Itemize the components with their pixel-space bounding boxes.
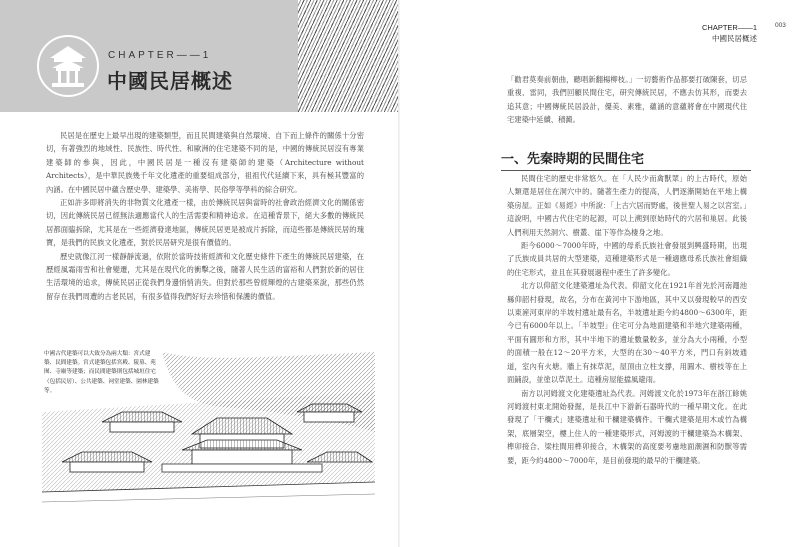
running-title: 中國民居概述 bbox=[712, 34, 757, 43]
section-body bbox=[507, 172, 747, 467]
figure-caption: 中國古代建築可以大致分為兩大類：宮式建築、民間建築。宮式建築包括宮殿、陵墓、苑囿、寺廟等建築；而民間建築則包括城垣住宅（包括民居）、公共建築、祠堂建築、園林建築等。 bbox=[44, 351, 159, 394]
paragraph: 正如許多即將消失的非物質文化遺產一樣，由於傳統民居與當時的社會政治經濟文化的關係密切，因此傳統民居已經無法適應當代人的生活需要和精神追求。在這種背景下，絕大多數的傳統民居都面臨拆除，尤其是在一些經濟發達地區，傳統民居更是被成片拆除，而這些都是傳統民居的瑰寶，是我們的民族文化遺產，對於民居研究是很有價值的。 bbox=[46, 198, 364, 248]
page-number: 003 bbox=[775, 22, 786, 29]
running-chapter: CHAPTER——1 bbox=[701, 23, 757, 32]
paragraph: 民居是在歷史上最早出現的建築類型，而且民間建築與自然環境、自下而上條件的關係十分密切，有著強烈的地域性、民族性、時代性、和歐洲的住宅建築不同的是，中國的傳統民居沒有專業建築師的參與，因此，中國民居是一種沒有建築師的建築（Architecture without Architects），是中華民族幾千年文化遺產的重要組成部分，祖祖代代延續下來，具有極其豐富的內涵。在中國民居中蘊含歷史學、建築學、美術學、民俗學等學科的綜合研究。 bbox=[46, 131, 364, 194]
paragraph: 歷史就像江河一樣靜靜流過，依附於當時技術經濟和文化歷史條件下產生的傳統民居建築，在歷經風霜雨雪和社會變遷，尤其是在現代化的衝擊之後，隨著人民生活的富裕和人們對於新的居住生活環境的追求，傳統民居正從我們身邊悄悄消失。但對於那些曾經輝煌的古建築來說，那些仍然留存在我們周遭的古老民居，有很多值得我們好好去珍惜和保護的價值。 bbox=[46, 251, 364, 301]
paragraph: 北方以仰韶文化建築遺址為代表。仰韶文化在1921年首先於河南澠池縣仰韶村發現，故名，分布在黃河中下游地區，其中又以發現較早的西安以東滻河東岸的半坡村遺址最有名，半坡遺址距今約4800～6300年，距今已有6000年以上。「半坡型」住宅可分為地面建築和半地穴建築兩種，平面有圓形和方形，其中半地下的遺址數量較多，並分為大小兩種，小型的面積一般在12～20平方米，大型的在30～40平方米，門口有斜坡通道，室內有火塘。牆上有抹草泥，屋頂由立柱支撐，用圓木、樹枝等在上面鋪設，並塗以草泥土。這種房屋能擋風避雨。 bbox=[507, 281, 747, 385]
paragraph: 距今6000～7000年時，中國的母系氏族社會發展到興盛時期，出現了氏族成員共居的大型建築，這種建築形式是一種適應母系氏族社會組織的住宅形式，並且在其發展過程中產生了許多變化。 bbox=[507, 241, 747, 277]
chapter-title: 中國民居概述 bbox=[107, 69, 233, 93]
epigraph-quote: 「勸君莫奏前朝曲，聽唱新翻楊柳枝。」一切藝術作品都要打破陳套，切忌重複、雷同，我們回顧民間住宅，研究傳統民居，不應去仿其形，而要去追其意；中國傳統民居設計，優美、素雅，蘊涵的意蘊將會在中國現代住宅建築中延續、積澱。 bbox=[507, 75, 747, 125]
paragraph: 民間住宅的歷史非常悠久。在「人民少而禽獸眾」的上古時代，原始人類還是居住在洞穴中的。隨著生產力的提高，人們逐漸開始在平地上構築房屋。正如《易經》中所說：「上古穴居而野處，後世聖人易之以宮室。」這說明，中國古代住宅的起源，可以上溯到原始時代的穴居和巢居。此後人們利用天然洞穴、樹叢、崖下等作為棲身之地。 bbox=[507, 174, 747, 237]
left-page bbox=[0, 0, 399, 547]
chapter-header-photo bbox=[298, 0, 399, 112]
paragraph: 南方以河姆渡文化建築遺址為代表。河姆渡文化於1973年在浙江餘姚河姆渡村東北開始發掘，是長江中下游新石器時代的一種早期文化。在此發現了「干欄式」建築遺址和干欄建築構件。干欄式建築是用木或竹為構架，底層架空，樓上住人的一種建築形式，河姆渡的干欄建築為木構架、榫卯接合、梁柱間用榫卯接合，木構架的高度要考慮地面潮濕和防獸等需要，距今約4800～7000年，是目前發現的最早的干欄建築。 bbox=[507, 388, 747, 465]
pavilion-emblem-icon bbox=[36, 34, 100, 98]
intro-text bbox=[46, 129, 364, 303]
section-heading: 一、先秦時期的民間住宅 bbox=[501, 148, 751, 171]
chapter-label: CHAPTER——1 bbox=[108, 50, 212, 61]
running-header bbox=[702, 22, 757, 44]
